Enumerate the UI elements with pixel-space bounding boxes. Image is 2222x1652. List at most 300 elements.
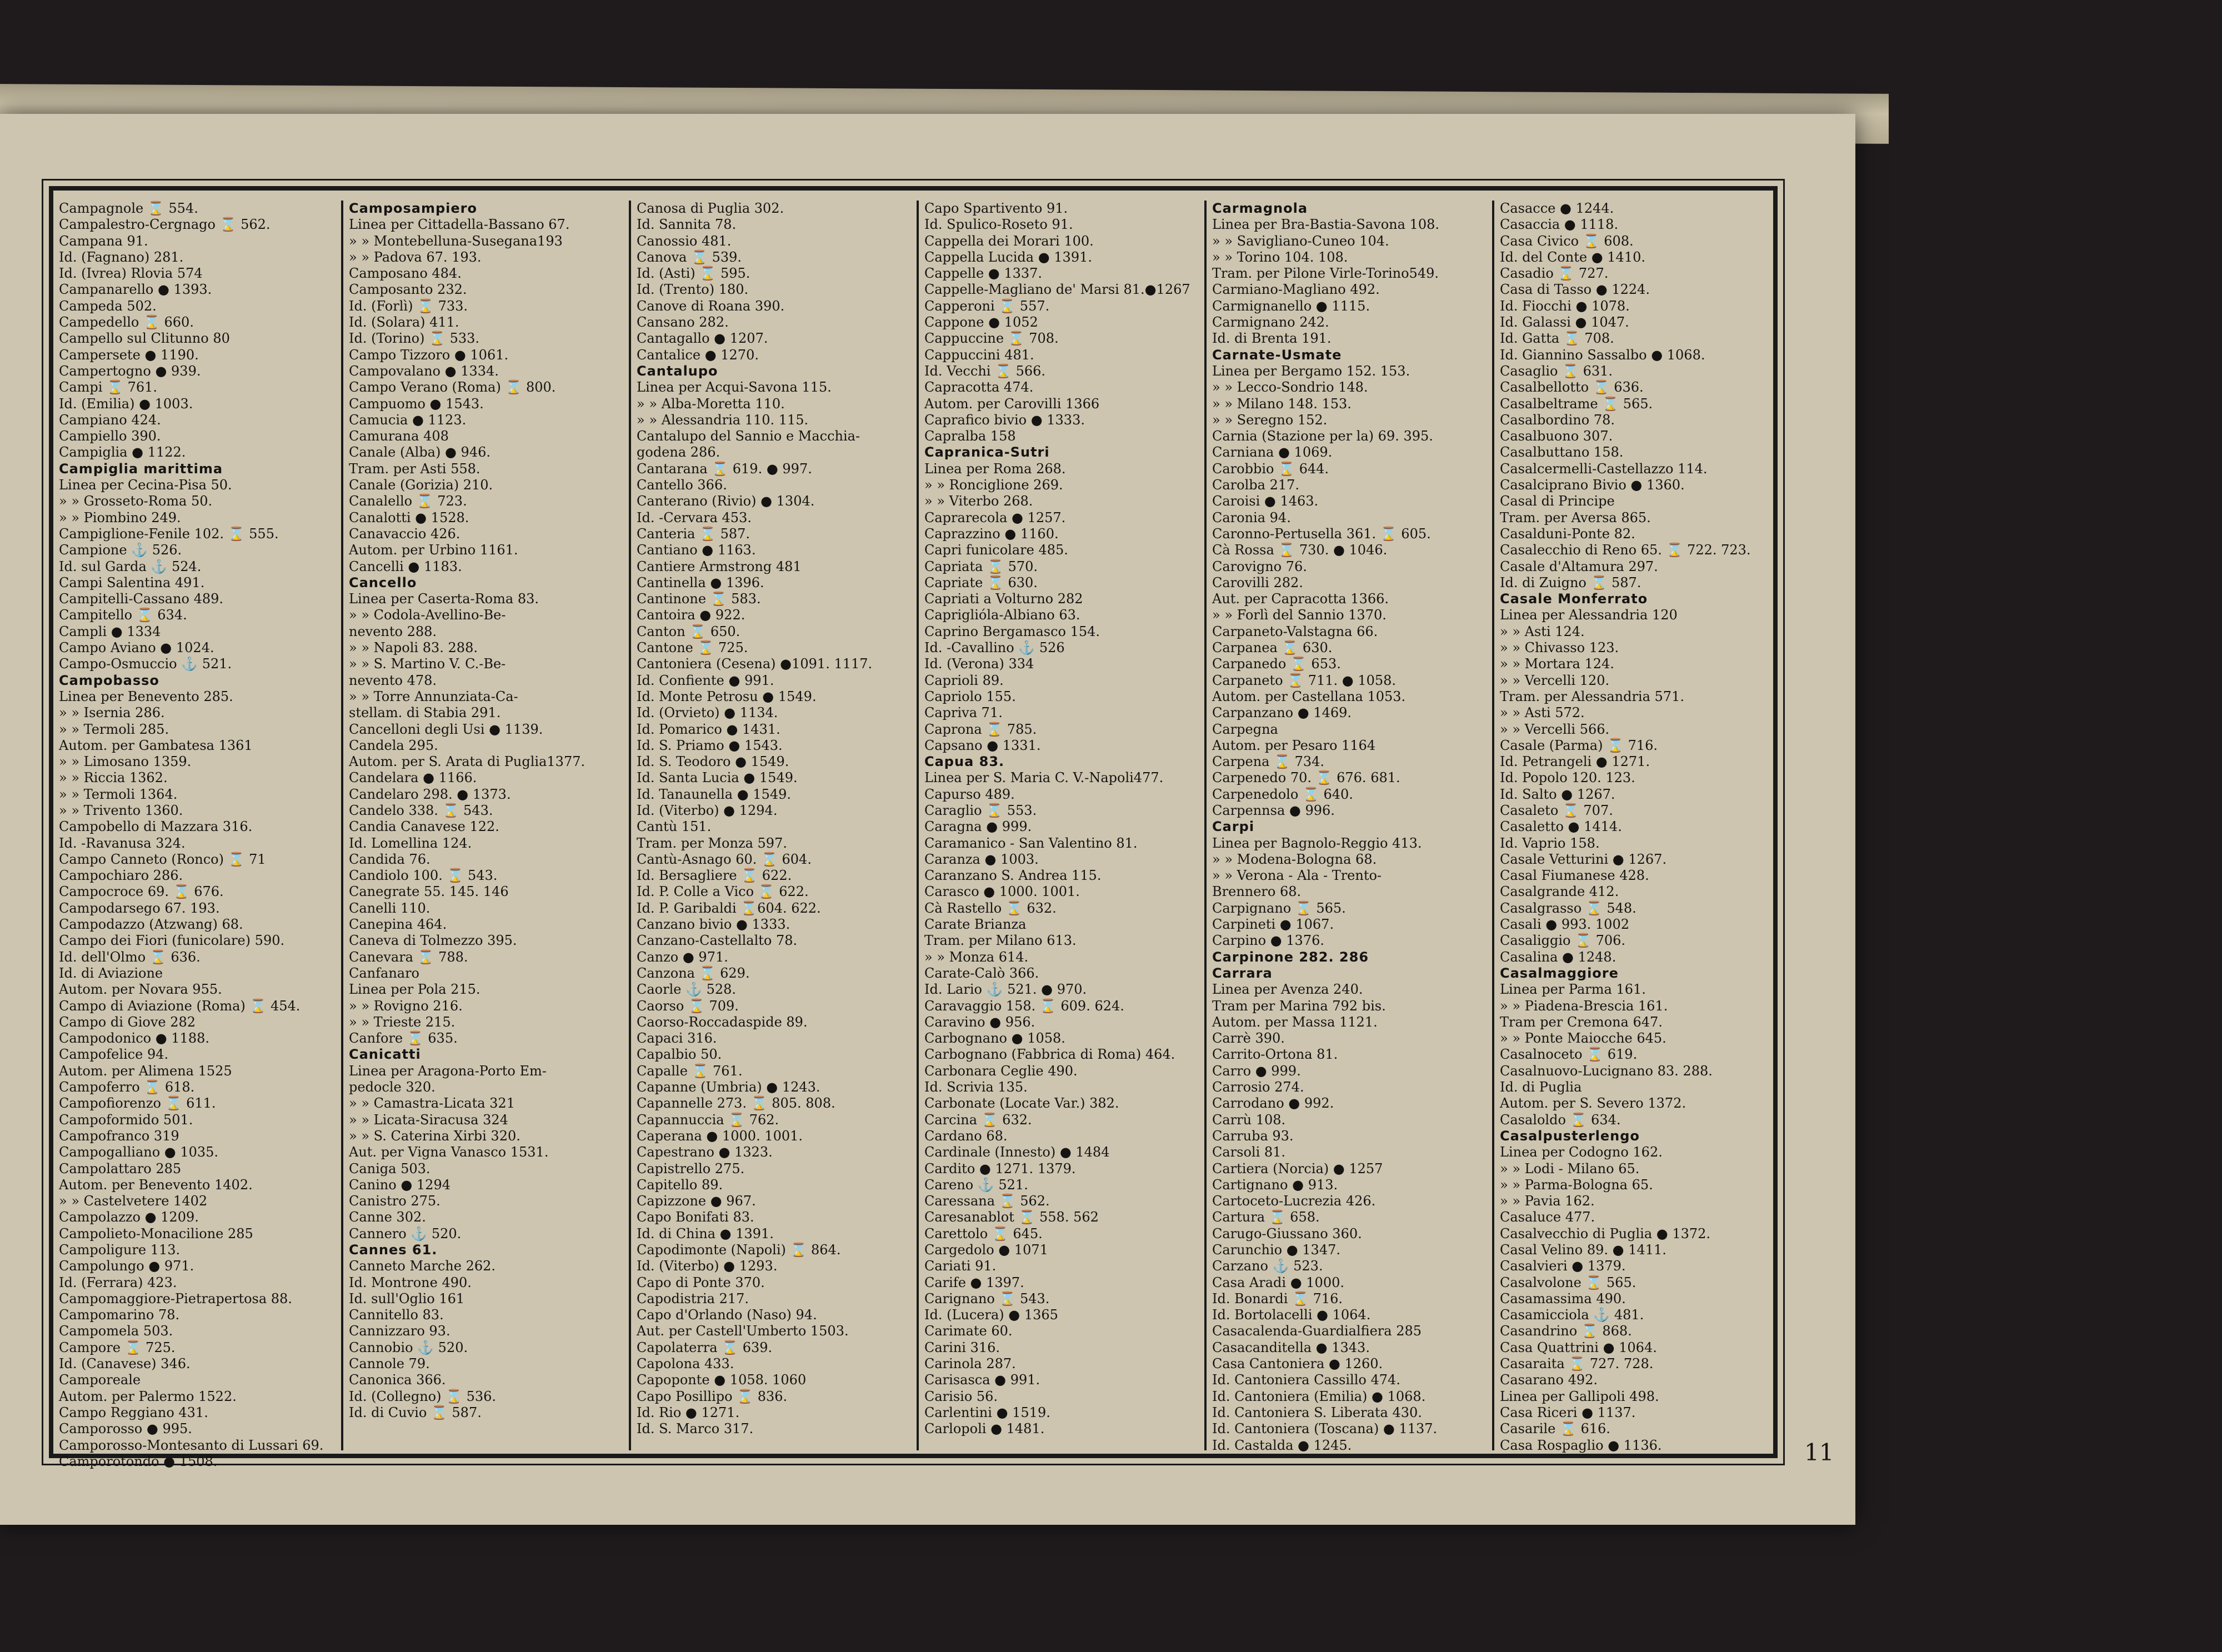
index-entry: Casalbuono 307. [1500,428,1613,444]
index-entry: Casalcermelli-Castellazzo 114. [1500,460,1708,477]
index-entry: Autom. per Gambatesa 1361 [59,737,253,753]
index-entry: Id. (Asti) ⌛ 595. [637,266,750,282]
index-entry: Campitelli-Cassano 489. [59,591,224,607]
index-entry: nevento 288. [349,623,437,639]
index-entry: Cantù 151. [637,819,712,835]
index-entry: Carpineti ● 1067. [1212,917,1334,933]
index-entry: » » Asti 124. [1500,623,1585,639]
index-entry: Cartoceto-Lucrezia 426. [1212,1193,1376,1209]
index-entry: Capestrano ● 1323. [637,1144,773,1160]
index-entry: Carmignanello ● 1115. [1212,298,1370,314]
index-entry: Id. sull'Oglio 161 [349,1290,465,1306]
index-entry: Caravino ● 956. [924,1014,1035,1030]
index-entry: Carbognano ● 1058. [924,1030,1065,1047]
index-entry: » » Torino 104. 108. [1212,249,1348,265]
index-entry: » » Trieste 215. [349,1014,456,1030]
index-entry: Cantinella ● 1396. [637,574,764,590]
index-entry: Campuomo ● 1543. [349,396,484,412]
index-entry: Id. Lomellina 124. [349,835,472,851]
index-entry: Carniana ● 1069. [1212,444,1333,460]
index-entry: Carpennsa ● 996. [1212,802,1335,818]
index-entry: Canonica 366. [349,1372,446,1388]
index-entry: Casacalenda-Guardialfiera 285 [1212,1323,1422,1339]
index-entry: » » Ronciglione 269. [924,477,1063,493]
index-entry: Caprafico bivio ● 1333. [924,412,1085,428]
index-entry: Carpenedolo ⌛ 640. [1212,786,1353,802]
index-entry: Tram per Marina 792 bis. [1212,998,1386,1014]
index-entry: Casal Velino 89. ● 1411. [1500,1242,1666,1258]
index-entry: Id. Spulico-Roseto 91. [924,217,1073,233]
index-entry: Capriolo 155. [924,688,1016,704]
index-entry: Casal Fiumanese 428. [1500,868,1649,884]
index-entry: Linea per Alessandria 120 [1500,607,1678,623]
index-entry: Canzano bivio ● 1333. [637,917,790,933]
index-column-1 [53,201,341,1469]
index-entry: Id. Cantoniera (Emilia) ● 1068. [1212,1388,1426,1404]
index-entry: Autom. per Alimena 1525 [59,1063,232,1079]
index-entry: Caprarecola ● 1257. [924,509,1066,525]
index-entry: Carini 316. [924,1339,1000,1355]
index-entry: Cappone ● 1052 [924,314,1038,331]
index-entry: Casaleto ⌛ 707. [1500,802,1613,818]
index-entry: Caneva di Tolmezzo 395. [349,933,517,949]
index-entry: Canfanaro [349,965,420,981]
index-entry: Candida 76. [349,851,431,867]
index-entry: Id. P. Garibaldi ⌛604. 622. [637,900,821,916]
index-entry: Canalotti ● 1528. [349,509,469,525]
index-entry: Campoligure 113. [59,1242,181,1258]
index-entry: Campi ⌛ 761. [59,379,158,396]
index-heading: Cancello [349,574,417,590]
index-entry: Campocroce 69. ⌛ 676. [59,884,224,900]
index-entry: Linea per Benevento 285. [59,688,233,704]
index-entry: » » Padova 67. 193. [349,249,482,265]
index-entry: Caniga 503. [349,1160,431,1177]
index-entry: » » Alessandria 110. 115. [637,412,809,428]
index-entry: Aut. per Capracotta 1366. [1212,591,1389,607]
index-entry: Canteria ⌛ 587. [637,525,750,542]
index-entry: » » Piadena-Brescia 161. [1500,998,1668,1014]
index-entry: Carpanzano ● 1469. [1212,705,1352,721]
index-entry: Canzano-Castellalto 78. [637,933,798,949]
index-entry: Linea per S. Maria C. V.-Napoli477. [924,770,1164,786]
index-entry: Canzona ⌛ 629. [637,965,750,981]
index-entry: Caravaggio 158. ⌛ 609. 624. [924,998,1124,1014]
index-entry: Campolieto-Monacilione 285 [59,1225,253,1241]
index-entry: Id. di Cuvio ⌛ 587. [349,1404,482,1420]
index-entry: Casa Civico ⌛ 608. [1500,233,1634,249]
index-entry: Linea per Bergamo 152. 153. [1212,363,1410,379]
index-entry: Casale Vetturini ● 1267. [1500,851,1667,867]
index-entry: Capannuccia ⌛ 762. [637,1112,779,1128]
index-entry: Canistro 275. [349,1193,441,1209]
index-entry: Casaloldo ⌛ 634. [1500,1112,1621,1128]
index-entry: Cardito ● 1271. 1379. [924,1160,1076,1177]
index-entry: Capodistria 217. [637,1290,749,1306]
index-entry: Carlentini ● 1519. [924,1404,1050,1420]
index-entry: Brennero 68. [1212,884,1302,900]
index-entry: Camposanto 232. [349,282,467,298]
index-entry: Cantarana ⌛ 619. ● 997. [637,460,812,477]
index-entry: Caorso-Roccadaspide 89. [637,1014,808,1030]
index-entry: Candelaro 298. ● 1373. [349,786,511,802]
index-entry: Autom. per Pesaro 1164 [1212,737,1376,753]
index-entry: Autom. per S. Severo 1372. [1500,1095,1686,1112]
index-entry: Caorso ⌛ 709. [637,998,739,1014]
index-entry: Id. (Solara) 411. [349,314,459,331]
index-entry: Id. sul Garda ⚓ 524. [59,558,202,574]
index-entry: Casalgrasso ⌛ 548. [1500,900,1637,916]
index-entry: Id. Bersagliere ⌛ 622. [637,868,792,884]
index-entry: Capitello 89. [637,1177,723,1193]
index-entry: Tram per Cremona 647. [1500,1014,1663,1030]
index-entry: Cantiano ● 1163. [637,542,756,558]
index-entry: Carbognano (Fabbrica di Roma) 464. [924,1047,1175,1063]
index-column-5 [1204,201,1492,1453]
index-entry: » » Codola-Avellino-Be- [349,607,506,623]
index-entry: Canossio 481. [637,233,732,249]
index-entry: pedocle 320. [349,1079,436,1095]
index-column-4 [917,201,1204,1450]
index-entry: Linea per Bagnolo-Reggio 413. [1212,835,1422,851]
index-entry: Id. Cantoniera S. Liberata 430. [1212,1404,1422,1420]
index-entry: Campolungo ● 971. [59,1258,194,1274]
index-entry: Id. S. Teodoro ● 1549. [637,754,789,770]
index-entry: Camporeale [59,1372,141,1388]
index-entry: Autom. per Castellana 1053. [1212,688,1406,704]
index-entry: Campello sul Clitunno 80 [59,331,230,347]
index-entry: Canton ⌛ 650. [637,623,740,639]
index-entry: Candia Canavese 122. [349,819,499,835]
index-entry: » » Limosano 1359. [59,754,192,770]
index-entry: Cartura ⌛ 658. [1212,1209,1320,1225]
index-entry: Id. Salto ● 1267. [1500,786,1615,802]
index-entry: Id. dell'Olmo ⌛ 636. [59,949,201,965]
index-entry: Carmiano-Magliano 492. [1212,282,1380,298]
index-entry: Id. (Fagnano) 281. [59,249,184,265]
index-entry: Carpignano ⌛ 565. [1212,900,1346,916]
index-entry: Carugo-Giussano 360. [1212,1225,1362,1241]
index-entry: Casa Aradi ● 1000. [1212,1274,1344,1290]
index-entry: » » Termoli 1364. [59,786,178,802]
index-heading: Campiglia marittima [59,460,223,477]
index-entry: Canepina 464. [349,917,447,933]
index-entry: Capurso 489. [924,786,1015,802]
index-entry: Cancelli ● 1183. [349,558,462,574]
index-entry: Cansano 282. [637,314,729,331]
index-entry: » » Isernia 286. [59,705,165,721]
index-entry: Id. S. Priamo ● 1543. [637,737,783,753]
index-entry: Caragna ● 999. [924,819,1032,835]
index-entry: Id. Cantoniera (Toscana) ● 1137. [1212,1421,1438,1437]
index-heading: Carpi [1212,819,1255,835]
index-entry: Linea per Codogno 162. [1500,1144,1663,1160]
index-entry: Casamassima 490. [1500,1290,1626,1306]
index-entry: Capalbio 50. [637,1047,722,1063]
index-entry: Cancelloni degli Usi ● 1139. [349,721,543,737]
index-entry: Candelara ● 1166. [349,770,477,786]
index-entry: Capannelle 273. ⌛ 805. 808. [637,1095,835,1112]
index-entry: Id. (Viterbo) ● 1294. [637,802,778,818]
index-entry: Cantoniera (Cesena) ●1091. 1117. [637,656,873,672]
index-entry: Capralba 158 [924,428,1016,444]
index-entry: Campagnole ⌛ 554. [59,201,198,216]
index-entry: Campo Aviano ● 1024. [59,640,214,656]
index-entry: Campochiaro 286. [59,868,183,884]
index-entry: Cannero ⚓ 520. [349,1225,462,1241]
index-entry: Id. del Conte ● 1410. [1500,249,1645,265]
index-entry: Linea per Pola 215. [349,982,481,998]
index-entry: Carinola 287. [924,1356,1016,1372]
index-heading: Canicatti [349,1047,421,1063]
index-entry: Autom. per Palermo 1522. [59,1388,237,1404]
index-entry: Id. Popolo 120. 123. [1500,770,1635,786]
index-entry: Campo Canneto (Ronco) ⌛ 71 [59,851,266,867]
index-entry: Capo d'Orlando (Naso) 94. [637,1307,817,1323]
index-entry: Capodimonte (Napoli) ⌛ 864. [637,1242,841,1258]
index-entry: » » Asti 572. [1500,705,1585,721]
index-entry: Cà Rastello ⌛ 632. [924,900,1057,916]
index-entry: Casalnoceto ⌛ 619. [1500,1047,1638,1063]
index-entry: Tram. per Pilone Virle-Torino549. [1212,266,1439,282]
index-entry: Carpanedo ⌛ 653. [1212,656,1341,672]
index-entry: Caranzano S. Andrea 115. [924,868,1102,884]
index-entry: Linea per Cittadella-Bassano 67. [349,217,570,233]
index-entry: » » S. Caterina Xirbi 320. [349,1128,521,1144]
index-entry: Casalecchio di Reno 65. ⌛ 722. 723. [1500,542,1751,558]
index-heading: Casale Monferrato [1500,591,1648,607]
index-entry: Caronia 94. [1212,509,1291,525]
index-entry: Candiolo 100. ⌛ 543. [349,868,498,884]
index-entry: Id. Pomarico ● 1431. [637,721,780,737]
index-entry: Id. -Cavallino ⚓ 526 [924,640,1065,656]
index-entry: Casale d'Altamura 297. [1500,558,1658,574]
index-entry: Carbonate (Locate Var.) 382. [924,1095,1119,1112]
index-entry: Cantiere Armstrong 481 [637,558,802,574]
index-entry: » » Riccia 1362. [59,770,168,786]
index-entry: Id. (Emilia) ● 1003. [59,396,193,412]
index-entry: » » S. Martino V. C.-Be- [349,656,506,672]
index-entry: Casarile ⌛ 616. [1500,1421,1610,1437]
index-entry: Cariati 91. [924,1258,997,1274]
index-entry: » » Torre Annunziata-Ca- [349,688,518,704]
index-entry: » » Termoli 285. [59,721,169,737]
index-heading: Carmagnola [1212,201,1308,216]
index-entry: Carpegna [1212,721,1278,737]
index-entry: Carisio 56. [924,1388,998,1404]
index-entry: Capriata ⌛ 570. [924,558,1038,574]
index-entry: Capizzone ● 967. [637,1193,756,1209]
index-entry: Cappella Lucida ● 1391. [924,249,1092,265]
index-entry: Linea per Avenza 240. [1212,982,1363,998]
index-entry: Caramanico - San Valentino 81. [924,835,1138,851]
index-entry: Id. -Cervara 453. [637,509,752,525]
index-entry: Casalvieri ● 1379. [1500,1258,1626,1274]
index-entry: Tram. per Milano 613. [924,933,1077,949]
index-entry: Casa Rospaglio ● 1136. [1500,1437,1662,1453]
index-entry: Id. Santa Lucia ● 1549. [637,770,798,786]
index-entry: Carimate 60. [924,1323,1013,1339]
index-entry: Campo Verano (Roma) ⌛ 800. [349,379,556,396]
index-entry: Id. (Collegno) ⌛ 536. [349,1388,497,1404]
index-entry: Carpanea ⌛ 630. [1212,640,1333,656]
index-entry: Carate-Calò 366. [924,965,1039,981]
index-entry: Cantello 366. [637,477,727,493]
index-entry: Campodonico ● 1188. [59,1030,209,1047]
index-entry: Carcina ⌛ 632. [924,1112,1032,1128]
index-entry: Cargedolo ● 1071 [924,1242,1048,1258]
index-entry: Camposano 484. [349,266,462,282]
index-entry: » » Vercelli 120. [1500,672,1610,688]
index-entry: Id. di Brenta 191. [1212,331,1332,347]
index-entry: Carovilli 282. [1212,574,1303,590]
index-entry: Tram. per Monza 597. [637,835,787,851]
index-entry: Campi Salentina 491. [59,574,205,590]
index-heading: Capua 83. [924,754,1005,770]
index-entry: Careno ⚓ 521. [924,1177,1028,1193]
index-entry: Carsoli 81. [1212,1144,1286,1160]
index-entry: Campofranco 319 [59,1128,179,1144]
index-entry: Caprioli 89. [924,672,1004,688]
index-entry: Tram. per Asti 558. [349,460,481,477]
index-entry: Id. Confiente ● 991. [637,672,774,688]
index-entry: Capriati a Volturno 282 [924,591,1083,607]
index-entry: Campofiorenzo ⌛ 611. [59,1095,216,1112]
index-heading: Cantalupo [637,363,718,379]
index-entry: Campertogno ● 939. [59,363,201,379]
index-entry: Cannobio ⚓ 520. [349,1339,468,1355]
index-entry: Casaraita ⌛ 727. 728. [1500,1356,1654,1372]
index-entry: Id. P. Colle a Vico ⌛ 622. [637,884,809,900]
index-entry: Id. (Ferrara) 423. [59,1274,177,1290]
index-entry: Capo Bonifati 83. [637,1209,754,1225]
index-entry: Cantone ⌛ 725. [637,640,748,656]
index-entry: Cardano 68. [924,1128,1008,1144]
index-entry: stellam. di Stabia 291. [349,705,501,721]
index-entry: Capperoni ⌛ 557. [924,298,1050,314]
index-entry: Campore ⌛ 725. [59,1339,176,1355]
index-entry: Caraglio ⌛ 553. [924,802,1037,818]
index-entry: Caprino Bergamasco 154. [924,623,1100,639]
index-entry: Id. Monte Petrosu ● 1549. [637,688,817,704]
index-entry: Casaglio ⌛ 631. [1500,363,1613,379]
index-entry: Carrodano ● 992. [1212,1095,1334,1112]
index-entry: Camucia ● 1123. [349,412,467,428]
index-entry: Carpino ● 1376. [1212,933,1324,949]
index-entry: Carife ● 1397. [924,1274,1024,1290]
index-entry: Carignano ⌛ 543. [924,1290,1050,1306]
index-entry: Casali ● 993. 1002 [1500,917,1629,933]
index-entry: Campo di Giove 282 [59,1014,196,1030]
index-entry: Capo di Ponte 370. [637,1274,765,1290]
index-entry: Capriva 71. [924,705,1003,721]
index-entry: » » Viterbo 268. [924,493,1033,509]
index-entry: Canneto Marche 262. [349,1258,496,1274]
index-entry: Capri funicolare 485. [924,542,1068,558]
index-entry: Carbonara Ceglie 490. [924,1063,1078,1079]
index-entry: » » Piombino 249. [59,509,181,525]
index-entry: Id. Castalda ● 1245. [1212,1437,1352,1453]
index-entry: Carrito-Ortona 81. [1212,1047,1338,1063]
index-entry: » » Grosseto-Roma 50. [59,493,213,509]
index-entry: Camporosso ● 995. [59,1421,192,1437]
index-entry: Carisasca ● 991. [924,1372,1040,1388]
index-entry: Casamicciola ⚓ 481. [1500,1307,1644,1323]
index-entry: Id. (Lucera) ● 1365 [924,1307,1058,1323]
index-entry: Campiano 424. [59,412,161,428]
index-entry: Linea per Acqui-Savona 115. [637,379,832,396]
index-entry: Casale (Parma) ⌛ 716. [1500,737,1658,753]
index-entry: Campiglione-Fenile 102. ⌛ 555. [59,525,279,542]
index-entry: » » Savigliano-Cuneo 104. [1212,233,1389,249]
index-heading: Campobasso [59,672,159,688]
index-entry: Campo di Aviazione (Roma) ⌛ 454. [59,998,301,1014]
index-entry: Casalvecchio di Puglia ● 1372. [1500,1225,1711,1241]
index-entry: Casalvolone ⌛ 565. [1500,1274,1637,1290]
index-entry: Caronno-Pertusella 361. ⌛ 605. [1212,525,1431,542]
index-entry: Casalgrande 412. [1500,884,1619,900]
index-entry: Casa Cantoniera ● 1260. [1212,1356,1383,1372]
index-entry: Carpena ⌛ 734. [1212,754,1325,770]
index-entry: Id. Galassi ● 1047. [1500,314,1629,331]
index-entry: Canne 302. [349,1209,426,1225]
index-entry: Carovigno 76. [1212,558,1307,574]
index-entry: » » Parma-Bologna 65. [1500,1177,1653,1193]
index-entry: Cappelle-Magliano de' Marsi 81.●1267 [924,282,1190,298]
index-entry: Id. (Viterbo) ● 1293. [637,1258,778,1274]
index-entry: Campli ● 1334 [59,623,161,639]
index-entry: Cartiera (Norcia) ● 1257 [1212,1160,1383,1177]
index-column-2 [341,201,629,1450]
index-entry: Canegrate 55. 145. 146 [349,884,509,900]
index-entry: Linea per Caserta-Roma 83. [349,591,539,607]
index-entry: Id. (Verona) 334 [924,656,1034,672]
index-entry: Carzano ⚓ 523. [1212,1258,1323,1274]
index-entry: Canterano (Rivio) ● 1304. [637,493,815,509]
page-number: 11 [1804,1439,1834,1466]
index-entry: » » Forlì del Sannio 1370. [1212,607,1387,623]
index-entry: Campersete ● 1190. [59,347,199,363]
index-entry: Capaci 316. [637,1030,717,1047]
index-entry: Id. (Canavese) 346. [59,1356,191,1372]
index-entry: Campoferro ⌛ 618. [59,1079,195,1095]
index-entry: Casalbellotto ⌛ 636. [1500,379,1644,396]
index-entry: godena 286. [637,444,720,460]
index-entry: Carrè 390. [1212,1030,1285,1047]
index-entry: Campo dei Fiori (funicolare) 590. [59,933,285,949]
index-entry: Campofelice 94. [59,1047,169,1063]
index-entry: Id. S. Marco 317. [637,1421,754,1437]
index-entry: Autom. per Benevento 1402. [59,1177,253,1193]
index-entry: Capalle ⌛ 761. [637,1063,743,1079]
index-entry: Canosa di Puglia 302. [637,201,784,216]
index-entry: Cantagallo ● 1207. [637,331,768,347]
index-entry: Campomela 503. [59,1323,173,1339]
index-entry: Capracotta 474. [924,379,1034,396]
index-entry: Casalina ● 1248. [1500,949,1617,965]
index-heading: Capranica-Sutri [924,444,1050,460]
book-page [0,114,1855,1525]
index-entry: » » Verona - Ala - Trento- [1212,868,1382,884]
index-entry: Id. di Zuigno ⌛ 587. [1500,574,1642,590]
index-entry: Linea per Bra-Bastia-Savona 108. [1212,217,1439,233]
index-entry: Campiello 390. [59,428,161,444]
index-entry: Casa di Tasso ● 1224. [1500,282,1650,298]
index-entry: Carrosio 274. [1212,1079,1304,1095]
index-entry: » » Trivento 1360. [59,802,183,818]
index-entry: » » Napoli 83. 288. [349,640,478,656]
index-entry: Aut. per Castell'Umberto 1503. [637,1323,849,1339]
